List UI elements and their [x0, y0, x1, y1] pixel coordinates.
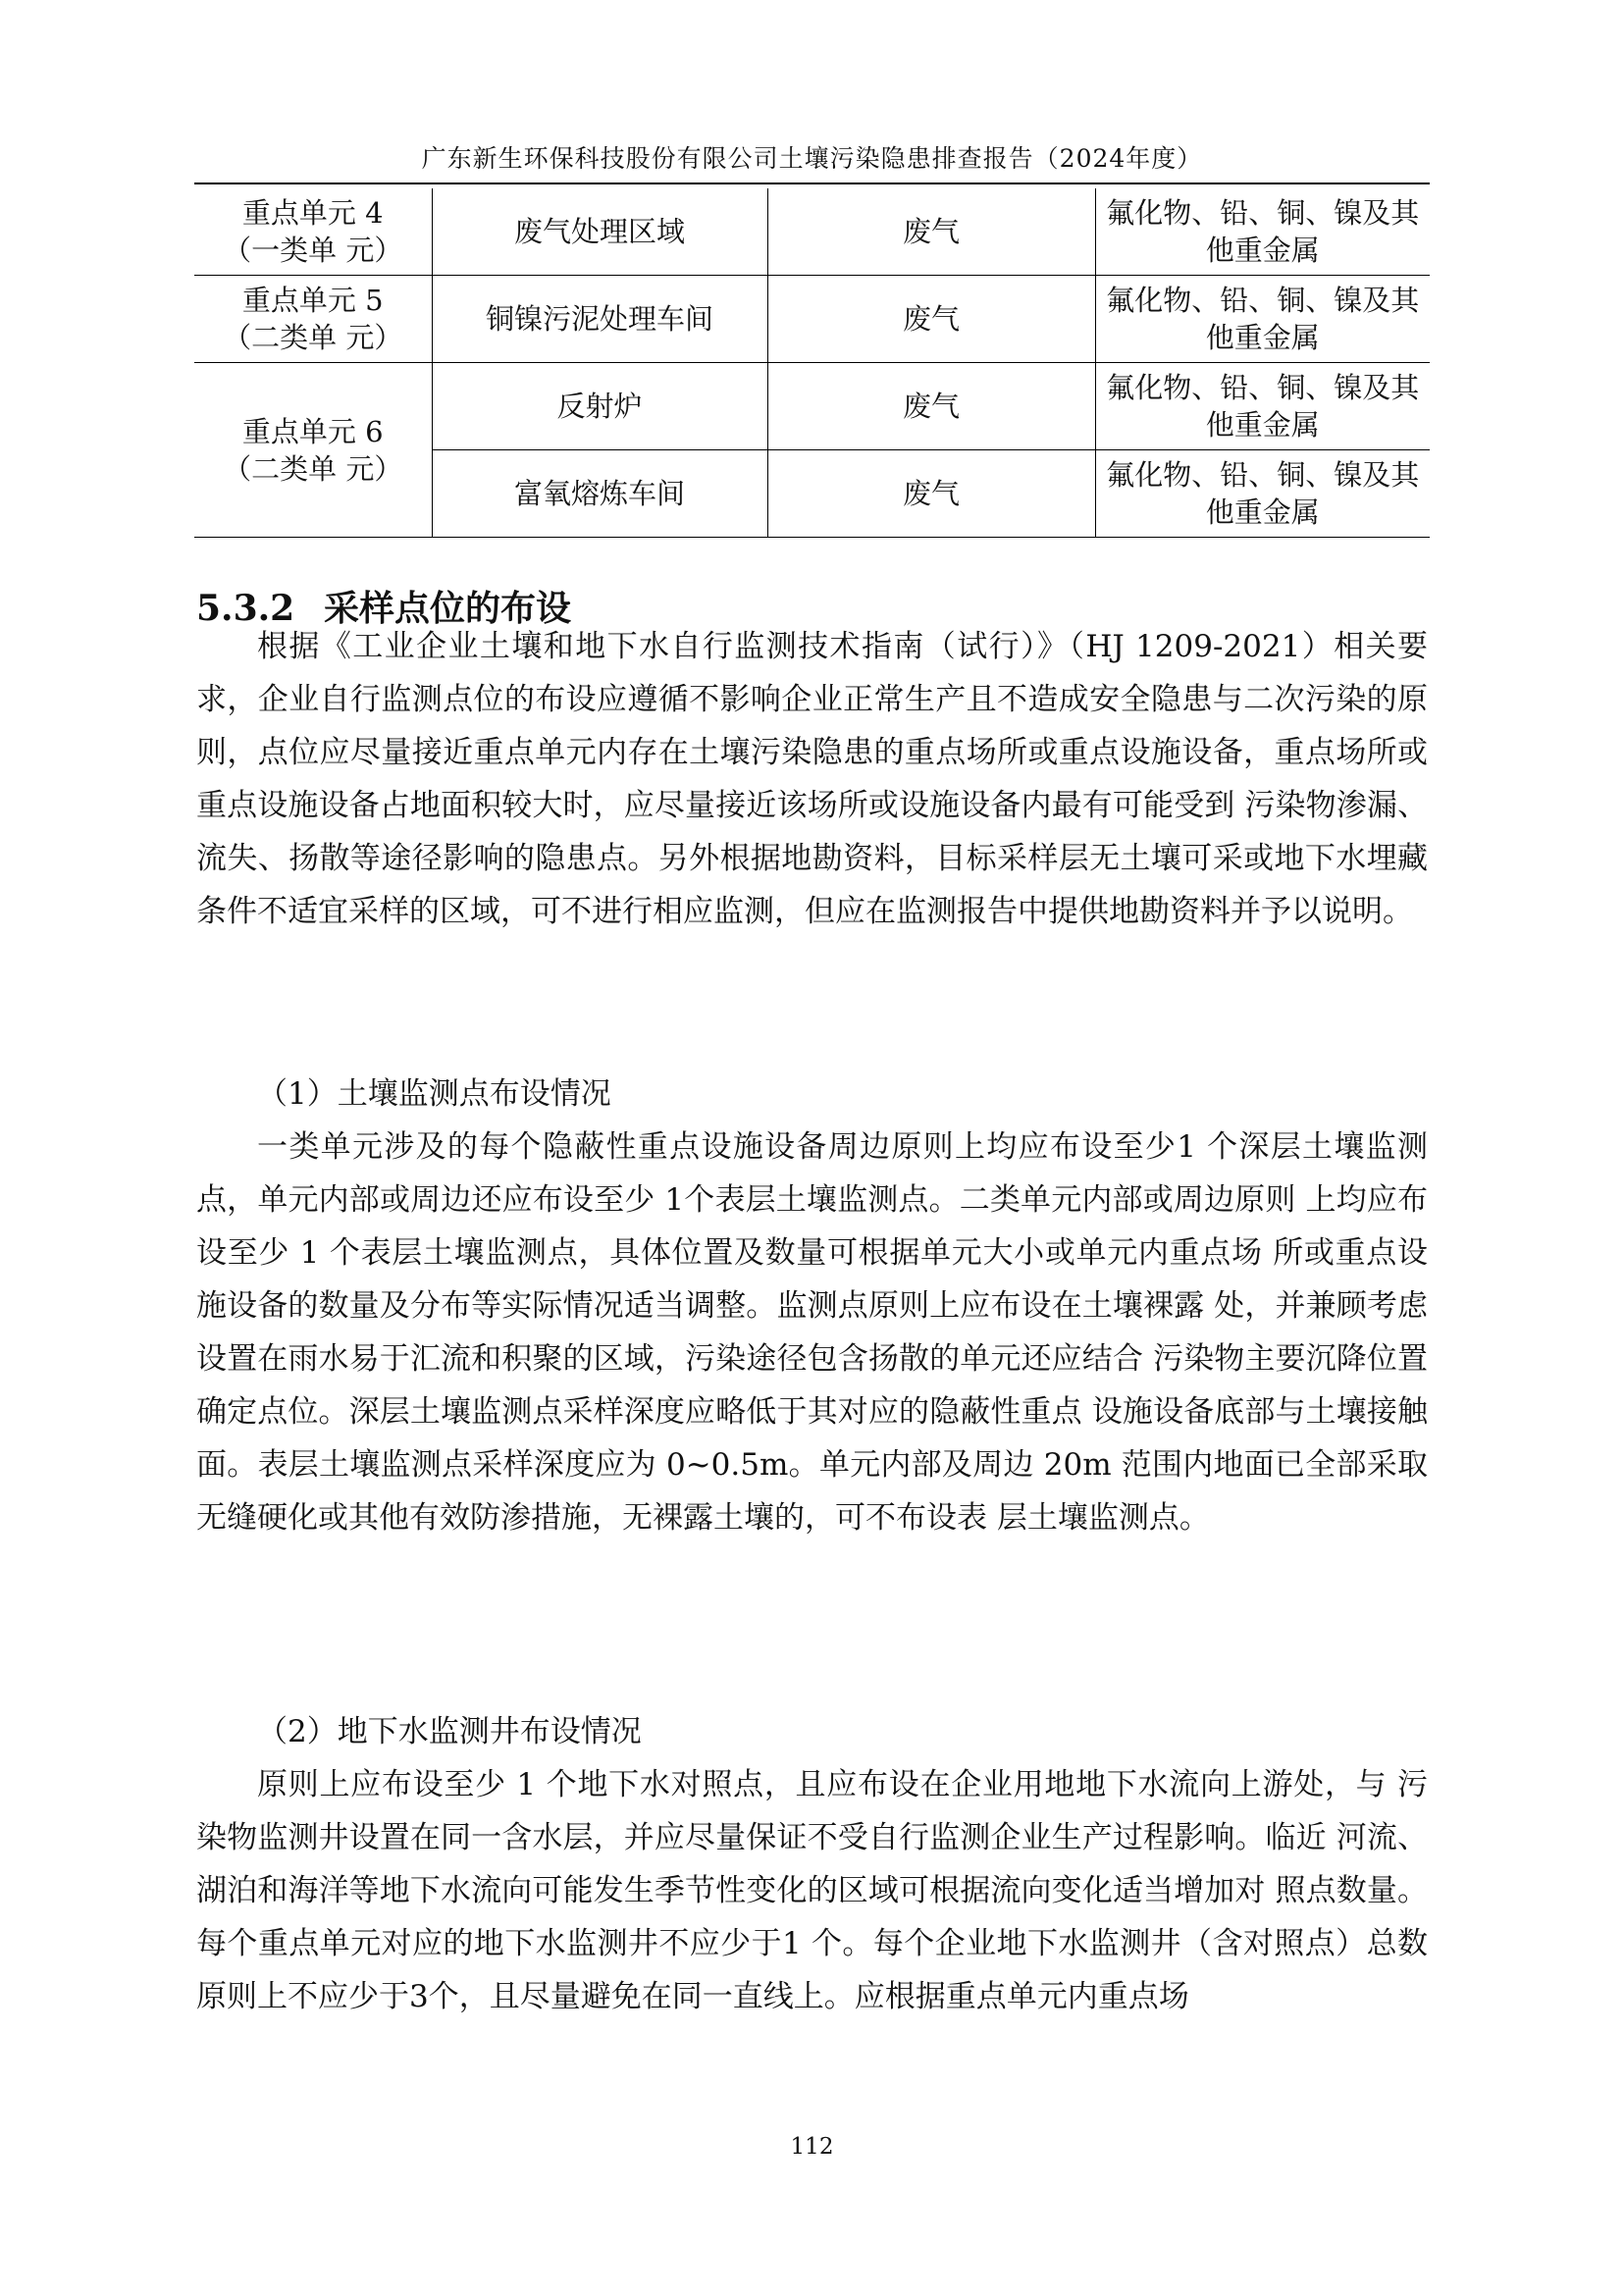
unit-name: 重点单元 5	[241, 284, 384, 317]
soil-subheading: （1）土壤监测点布设情况	[257, 1076, 611, 1112]
area-cell: 废气处理区域	[432, 188, 767, 276]
section-number: 5.3.2	[196, 588, 295, 629]
header-rule	[194, 183, 1430, 184]
soil-block	[196, 1068, 1428, 1544]
table-row	[194, 188, 1430, 276]
pathway-cell: 废气	[767, 363, 1095, 450]
unit-class: （一类单 元）	[223, 234, 403, 267]
pollutants-cell: 氟化物、铅、铜、镍及其他重金属	[1095, 363, 1430, 450]
key-units-table	[194, 188, 1430, 538]
unit-cell	[194, 188, 432, 276]
unit-cell	[194, 363, 432, 538]
intro-block	[196, 620, 1428, 938]
table-row	[194, 363, 1430, 450]
unit-class: （二类单 元）	[223, 451, 403, 486]
pathway-cell: 废气	[767, 188, 1095, 276]
running-header: 广东新生环保科技股份有限公司土壤污染隐患排查报告（2024年度）	[421, 144, 1203, 173]
table-row	[194, 276, 1430, 363]
unit-name: 重点单元 4	[241, 196, 384, 230]
soil-paragraph: 一类单元涉及的每个隐蔽性重点设施设备周边原则上均应布设至少1 个深层土壤监测点，单元内部或周边还应布设至少 1个表层土壤监测点。二类单元内部或周边原则 上均应布设至少 1 个表层土壤监测点，具体位置及数量可根据单元大小或单元内重点场 所或重点设施设备的数量及分布等实际情况适当调整。监测点原则上应布设在土壤裸露 处，并兼顾考虑设置在雨水易于汇流和积聚的区域，污染途径包含扬散的单元还应结合 污染物主要沉降位置确定点位。深层土壤监测点采样深度应略低于其对应的隐蔽性重点 设施设备底部与土壤接触面。表层土壤监测点采样深度应为 0~0.5m。单元内部及周边 20m 范围内地面已全部采取无缝硬化或其他有效防渗措施，无裸露土壤的，可不布设表 层土壤监测点。	[196, 1129, 1428, 1536]
intro-paragraph: 根据《工业企业土壤和地下水自行监测技术指南（试行）》（HJ 1209-2021）相关要求，企业自行监测点位的布设应遵循不影响企业正常生产且不造成安全隐患与二次污染的原则，点位应尽量接近重点单元内存在土壤污染隐患的重点场所或重点设施设备，重点场所或重点设施设备占地面积较大时，应尽量接近该场所或设施设备内最有可能受到 污染物渗漏、流失、扬散等途径影响的隐患点。另外根据地勘资料，目标采样层无土壤可采或地下水埋藏条件不适宜采样的区域，可不进行相应监测，但应在监测报告中提供地勘资料并予以说明。	[196, 629, 1428, 929]
unit-name: 重点单元 6	[241, 414, 384, 448]
area-cell: 反射炉	[432, 363, 767, 450]
unit-class: （二类单 元）	[223, 321, 403, 354]
page-number: 112	[790, 2134, 834, 2160]
pathway-cell: 废气	[767, 450, 1095, 538]
groundwater-paragraph: 原则上应布设至少 1 个地下水对照点，且应布设在企业用地地下水流向上游处，与 污染物监测井设置在同一含水层，并应尽量保证不受自行监测企业生产过程影响。临近 河流、湖泊和海洋等地下水流向可能发生季节性变化的区域可根据流向变化适当增加对 照点数量。每个重点单元对应的地下水监测井不应少于1 个。每个企业地下水监测井（含对照点）总数原则上不应少于3个，且尽量避免在同一直线上。应根据重点单元内重点场	[196, 1767, 1428, 2014]
pathway-cell: 废气	[767, 276, 1095, 363]
pollutants-cell: 氟化物、铅、铜、镍及其他重金属	[1095, 188, 1430, 276]
section-title: 采样点位的布设	[324, 589, 572, 629]
area-cell: 富氧熔炼车间	[432, 450, 767, 538]
pollutants-cell: 氟化物、铅、铜、镍及其他重金属	[1095, 450, 1430, 538]
groundwater-subheading: （2）地下水监测井布设情况	[257, 1714, 642, 1749]
groundwater-block	[196, 1705, 1428, 2023]
unit-cell	[194, 276, 432, 363]
area-cell: 铜镍污泥处理车间	[432, 276, 767, 363]
pollutants-cell: 氟化物、铅、铜、镍及其他重金属	[1095, 276, 1430, 363]
